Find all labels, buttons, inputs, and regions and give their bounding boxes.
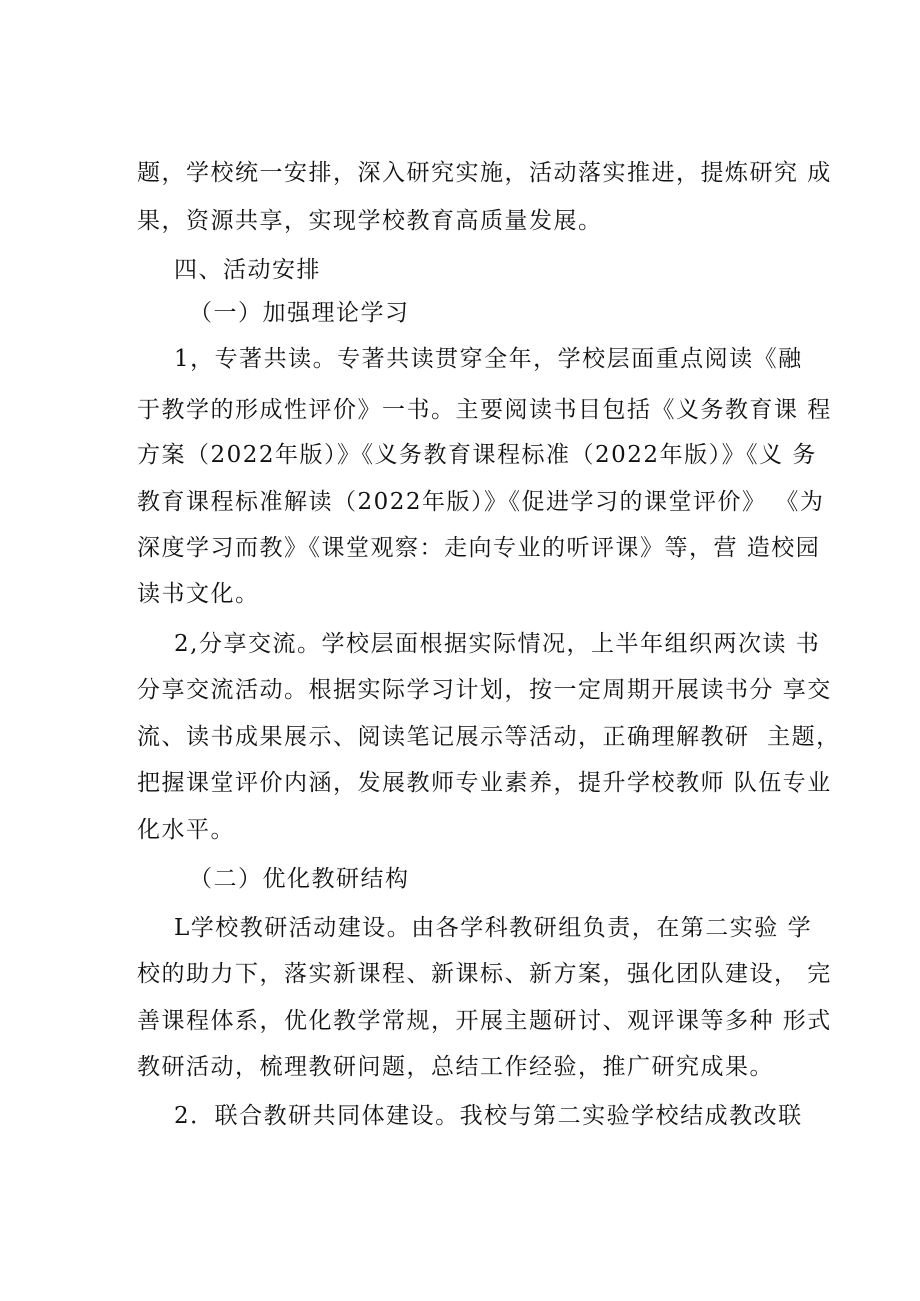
text-line: 善课程体系，优化教学常规，开展主题研讨、观评课等多种 形式 <box>137 1008 832 1034</box>
text-line: 题，学校统一安排，深入研究实施，活动落实推进，提炼研究 成 <box>137 160 832 186</box>
subsection-heading: （二）优化教研结构 <box>189 866 410 892</box>
text-line: 教育课程标准解读（2022年版）》《促进学习的课堂评价》 《为 <box>137 489 825 515</box>
text-line: 2,分享交流。学校层面根据实际情况，上半年组织两次读 书 <box>174 631 821 657</box>
text-line: 1，专著共读。专著共读贯穿全年，学校层面重点阅读《融 <box>174 346 803 372</box>
text-line: 深度学习而教》《课堂观察：走向专业的听评课》等，营 造校园 <box>137 535 821 561</box>
text-line: 把握课堂评价内涵，发展教师专业素养，提升学校教师 队伍专业 <box>137 770 832 796</box>
text-line: 方案（2022年版）》《义务教育课程标准（2022年版）》《义 务 <box>137 442 817 468</box>
text-line: 分享交流活动。根据实际学习计划，按一定周期开展读书分 享交 <box>137 677 832 703</box>
text-line: 2．联合教研共同体建设。我校与第二实验学校结成教改联 <box>174 1103 803 1129</box>
text-line: L学校教研活动建设。由各学科教研组负责，在第二实验 学 <box>174 915 813 941</box>
text-line: 教研活动，梳理教研问题，总结工作经验，推广研究成果。 <box>137 1054 774 1080</box>
text-line: 校的助力下，落实新课程、新课标、新方案，强化团队建设， 完 <box>137 961 832 987</box>
text-line: 于教学的形成性评价》一书。主要阅读书目包括《义务教育课 程 <box>137 397 832 423</box>
text-line: 果，资源共享，实现学校教育高质量发展。 <box>137 208 603 234</box>
section-heading: 四、活动安排 <box>174 257 321 283</box>
subsection-heading: （一）加强理论学习 <box>189 300 410 326</box>
text-line: 化水平。 <box>137 817 235 843</box>
text-line: 流、读书成果展示、阅读笔记展示等活动，正确理解教研 主题， <box>137 724 841 750</box>
text-line: 读书文化。 <box>137 581 260 607</box>
